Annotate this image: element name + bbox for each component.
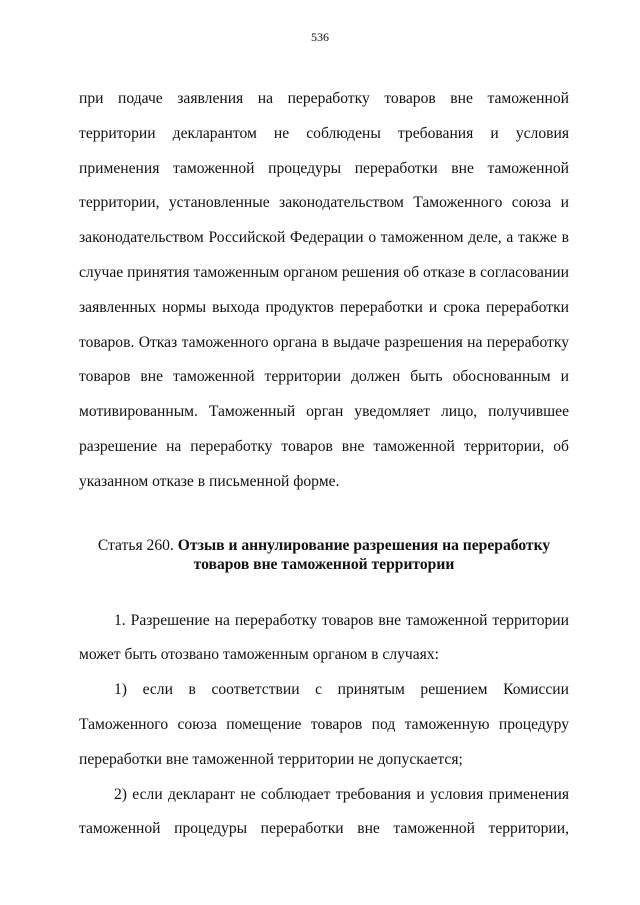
page-number: 536 — [311, 30, 329, 44]
paragraph-item-1: 1) если в соответствии с принятым решением Комиссии Таможенного союза помещение товаров под таможенную процедуру переработки вне таможенной территории не допускается; — [79, 681, 569, 768]
document-body — [79, 82, 569, 847]
article-title-line-2: товаров вне таможенной территории — [193, 555, 455, 573]
article-heading — [79, 536, 569, 574]
article-title-line-1: Отзыв и аннулирование разрешения на переработку — [177, 536, 551, 554]
paragraph-1: 1. Разрешение на переработку товаров вне таможенной территории может быть отозвано таможенным органом в случаях: — [79, 611, 569, 664]
continued-paragraph: при подаче заявления на переработку товаров вне таможенной территории декларантом не соблюдены требования и условия применения таможенной процедуры переработки вне таможенной территории, установленные законодательством Таможенного союза и законодательством Российской Федерации о таможенном деле, а также в случае принятия таможенным органом решения об отказе в согласовании заявленных нормы выхода продуктов переработки и срока переработки товаров. Отказ таможенного органа в выдаче разрешения на переработку товаров вне таможенной территории должен быть обоснованным и мотивированным. Таможенный орган уведомляет лицо, получившее разрешение на переработку товаров вне таможенной территории, об указанном отказе в письменной форме. — [79, 90, 569, 490]
article-prefix: Статья 260. — [97, 536, 174, 554]
paragraph-item-2: 2) если декларант не соблюдает требования и условия применения таможенной процедуры переработки вне таможенной территории, — [79, 785, 569, 838]
